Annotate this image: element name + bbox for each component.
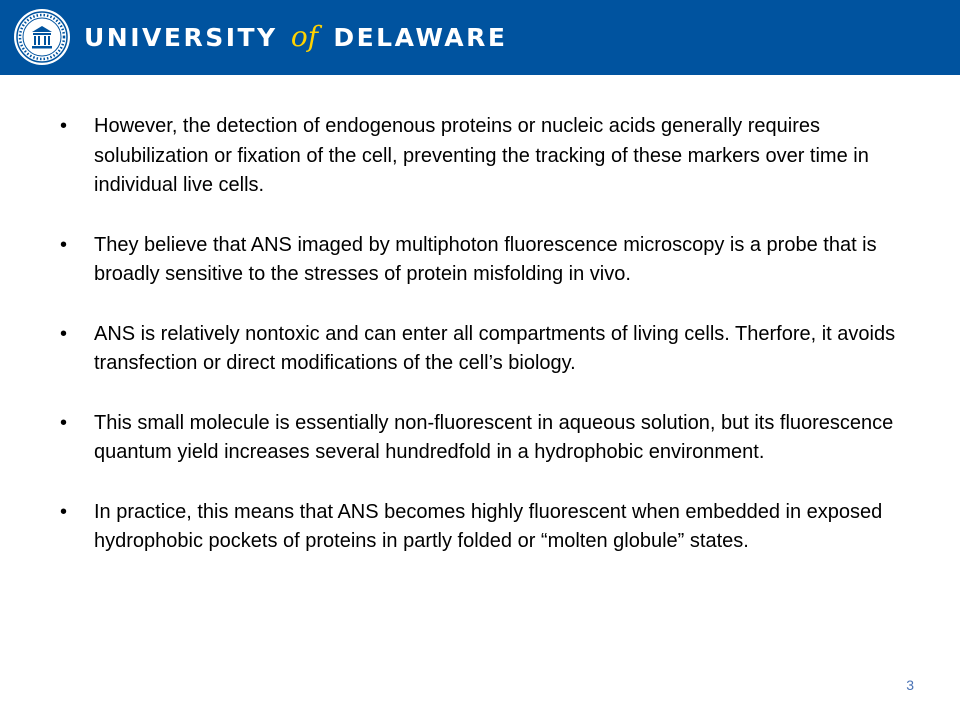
bullet-text: This small molecule is essentially non-fluorescent in aqueous solution, but its fluorescence quantum yield increases several hundredfold in a hydrophobic environment. [94,411,894,463]
bullet-dot-icon: • [60,322,68,345]
university-seal-icon [13,8,71,66]
bullet-item [60,409,910,468]
wordmark-delaware: DELAWARE [333,23,508,52]
page-number: 3 [906,677,914,693]
bullet-item [60,498,910,557]
bullet-list [60,112,910,587]
bullet-text: They believe that ANS imaged by multiphoton fluorescence microscopy is a probe that is broadly sensitive to the stresses of protein misfolding in vivo. [94,233,877,285]
wordmark-of: of [290,20,319,53]
header-bar [0,0,960,75]
bullet-item [60,320,910,379]
bullet-dot-icon: • [60,115,68,137]
bullet-dot-icon: • [60,500,68,523]
bullet-dot-icon: • [60,411,68,434]
wordmark-university: UNIVERSITY [84,23,278,52]
bullet-item [60,112,910,201]
bullet-dot-icon: • [60,233,68,256]
bullet-text: However, the detection of endogenous proteins or nucleic acids generally requires solubilization or fixation of the cell, preventing the tracking of these markers over time in individual live cells. [94,115,869,196]
university-wordmark[interactable] [84,17,507,57]
bullet-text: ANS is relatively nontoxic and can enter all compartments of living cells. Therfore, it avoids transfection or direct modifications of the cell’s biology. [94,322,896,374]
bullet-item [60,231,910,290]
bullet-text: In practice, this means that ANS becomes highly fluorescent when embedded in exposed hydrophobic pockets of proteins in partly folded or “molten globule” states. [94,500,883,552]
